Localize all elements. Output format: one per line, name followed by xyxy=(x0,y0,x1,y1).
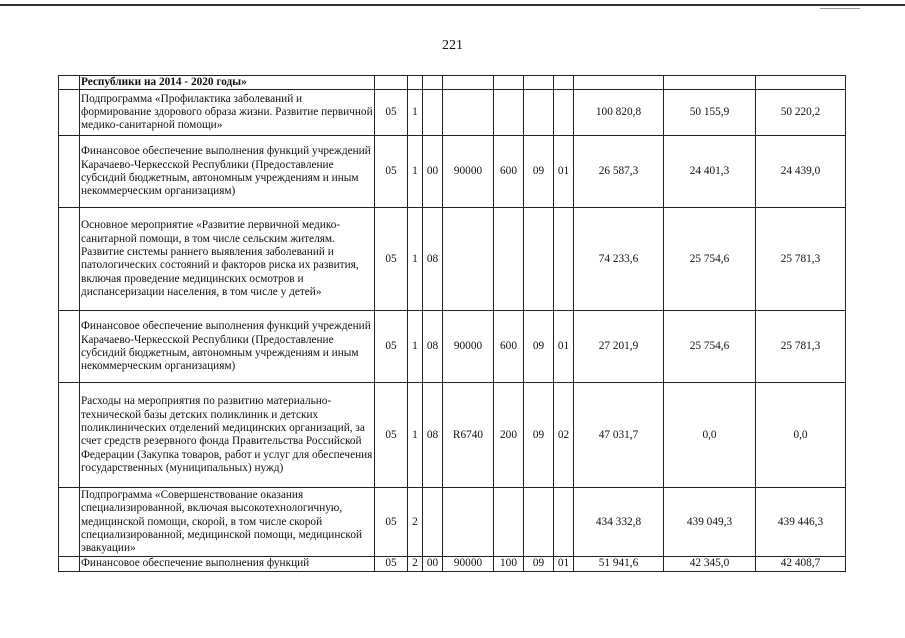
cell-c6: 09 xyxy=(524,557,554,571)
cell-c1: 05 xyxy=(375,136,408,208)
cell-c3 xyxy=(423,90,443,136)
table-row xyxy=(59,76,846,90)
cell-c2 xyxy=(408,76,423,90)
cell-v3: 25 781,3 xyxy=(756,208,846,311)
cell-c2: 1 xyxy=(408,311,423,383)
cell-c5 xyxy=(494,76,524,90)
row-stub-cell xyxy=(59,557,80,571)
cell-c3: 00 xyxy=(423,557,443,571)
cell-c2: 2 xyxy=(408,557,423,571)
cell-v2: 439 049,3 xyxy=(664,488,756,557)
cell-c6: 09 xyxy=(524,311,554,383)
cell-c5 xyxy=(494,488,524,557)
cell-v1: 100 820,8 xyxy=(574,90,664,136)
top-rule-faint xyxy=(820,8,860,9)
row-description: Основное мероприятие «Развитие первичной медико-санитарной помощи, в том числе сельским жителям. Развитие системы раннего выявления заболеваний и патологических состояний и факторов риска их развития, включая проведение медицинских осмотров и диспансеризации населения, в том числе у детей» xyxy=(80,208,375,311)
cell-c3 xyxy=(423,488,443,557)
table-row xyxy=(59,90,846,136)
table-row xyxy=(59,136,846,208)
cell-c1: 05 xyxy=(375,311,408,383)
cell-c2: 2 xyxy=(408,488,423,557)
cell-c5: 600 xyxy=(494,311,524,383)
cell-v2: 50 155,9 xyxy=(664,90,756,136)
row-stub-cell xyxy=(59,383,80,488)
cell-v1: 74 233,6 xyxy=(574,208,664,311)
cell-c4: 90000 xyxy=(443,557,494,571)
cell-c5 xyxy=(494,90,524,136)
cell-c7: 01 xyxy=(554,557,574,571)
table-row xyxy=(59,488,846,557)
cell-v1: 51 941,6 xyxy=(574,557,664,571)
cell-c1: 05 xyxy=(375,208,408,311)
cell-c4: R6740 xyxy=(443,383,494,488)
cell-v1: 27 201,9 xyxy=(574,311,664,383)
table-row xyxy=(59,383,846,488)
budget-table xyxy=(58,75,846,572)
cell-v3: 50 220,2 xyxy=(756,90,846,136)
cell-c3: 08 xyxy=(423,311,443,383)
cell-c7: 01 xyxy=(554,136,574,208)
cell-c5 xyxy=(494,208,524,311)
cell-v2: 25 754,6 xyxy=(664,208,756,311)
cell-c3: 00 xyxy=(423,136,443,208)
cell-c3: 08 xyxy=(423,383,443,488)
cell-c7 xyxy=(554,208,574,311)
cell-v3 xyxy=(756,76,846,90)
cell-c1: 05 xyxy=(375,488,408,557)
row-description: Подпрограмма «Совершенствование оказания специализированной, включая высокотехнологичную, медицинской помощи, скорой, в том числе скорой специализированной, медицинской помощи, медицинской эвакуации» xyxy=(80,488,375,557)
table-row xyxy=(59,557,846,571)
cell-v3: 42 408,7 xyxy=(756,557,846,571)
page-number: 221 xyxy=(442,38,463,53)
cell-c1: 05 xyxy=(375,90,408,136)
cell-v2: 42 345,0 xyxy=(664,557,756,571)
row-stub-cell xyxy=(59,488,80,557)
row-description: Расходы на мероприятия по развитию материально-технической базы детских поликлиник и детских поликлинических отделений медицинских организаций, за счет средств резервного фонда Правительства Российской Федерации (Закупка товаров, работ и услуг для обеспечения государственных (муниципальных) нужд) xyxy=(80,383,375,488)
row-stub-cell xyxy=(59,76,80,90)
cell-c1: 05 xyxy=(375,557,408,571)
top-rule xyxy=(0,4,905,6)
cell-c7: 02 xyxy=(554,383,574,488)
cell-c2: 1 xyxy=(408,90,423,136)
cell-c7 xyxy=(554,488,574,557)
cell-v3: 25 781,3 xyxy=(756,311,846,383)
row-description: Финансовое обеспечение выполнения функций xyxy=(80,557,375,571)
row-description: Финансовое обеспечение выполнения функций учреждений Карачаево-Черкесской Республики (Предоставление субсидий бюджетным, автономным учреждениям и иным некоммерческим организациям) xyxy=(80,136,375,208)
cell-c6 xyxy=(524,76,554,90)
cell-c4 xyxy=(443,488,494,557)
row-stub-cell xyxy=(59,208,80,311)
cell-c6 xyxy=(524,90,554,136)
table-row xyxy=(59,311,846,383)
cell-c7 xyxy=(554,76,574,90)
cell-c3 xyxy=(423,76,443,90)
cell-c4: 90000 xyxy=(443,311,494,383)
cell-c4 xyxy=(443,90,494,136)
cell-c5: 200 xyxy=(494,383,524,488)
cell-v2: 25 754,6 xyxy=(664,311,756,383)
cell-c3: 08 xyxy=(423,208,443,311)
row-description: Республики на 2014 - 2020 годы» xyxy=(80,76,375,90)
cell-c5: 600 xyxy=(494,136,524,208)
cell-c4 xyxy=(443,76,494,90)
cell-v3: 0,0 xyxy=(756,383,846,488)
cell-v2: 24 401,3 xyxy=(664,136,756,208)
cell-v1: 434 332,8 xyxy=(574,488,664,557)
row-description: Подпрограмма «Профилактика заболеваний и формирование здорового образа жизни. Развитие первичной медико-санитарной помощи» xyxy=(80,90,375,136)
cell-c7 xyxy=(554,90,574,136)
cell-v2 xyxy=(664,76,756,90)
cell-v2: 0,0 xyxy=(664,383,756,488)
cell-v1 xyxy=(574,76,664,90)
row-description: Финансовое обеспечение выполнения функций учреждений Карачаево-Черкесской Республики (Предоставление субсидий бюджетным, автономным учреждениям и иным некоммерческим организациям) xyxy=(80,311,375,383)
cell-v3: 439 446,3 xyxy=(756,488,846,557)
cell-c1: 05 xyxy=(375,383,408,488)
cell-c6 xyxy=(524,208,554,311)
cell-v1: 47 031,7 xyxy=(574,383,664,488)
cell-c2: 1 xyxy=(408,208,423,311)
cell-c6 xyxy=(524,488,554,557)
row-stub-cell xyxy=(59,90,80,136)
cell-c5: 100 xyxy=(494,557,524,571)
row-stub-cell xyxy=(59,136,80,208)
cell-c4 xyxy=(443,208,494,311)
cell-v3: 24 439,0 xyxy=(756,136,846,208)
cell-c2: 1 xyxy=(408,383,423,488)
cell-v1: 26 587,3 xyxy=(574,136,664,208)
table-row xyxy=(59,208,846,311)
cell-c2: 1 xyxy=(408,136,423,208)
cell-c6: 09 xyxy=(524,383,554,488)
cell-c4: 90000 xyxy=(443,136,494,208)
cell-c7: 01 xyxy=(554,311,574,383)
row-stub-cell xyxy=(59,311,80,383)
cell-c1 xyxy=(375,76,408,90)
cell-c6: 09 xyxy=(524,136,554,208)
